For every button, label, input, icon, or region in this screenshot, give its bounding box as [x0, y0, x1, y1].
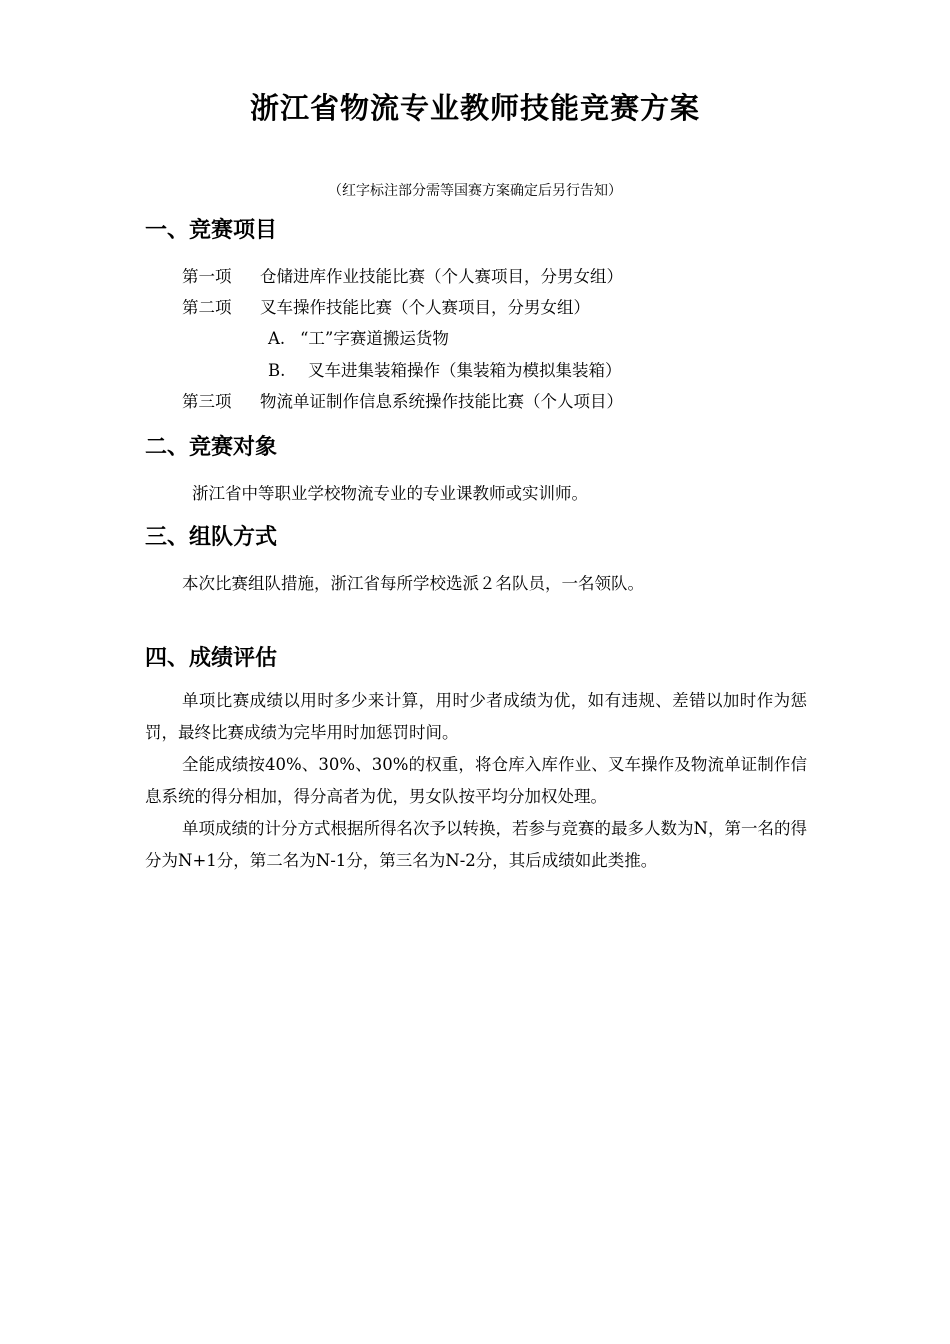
- item-text: 物流单证制作信息系统操作技能比赛（个人项目）: [260, 392, 623, 411]
- sub-item: [268, 325, 449, 349]
- score-paragraph: 单项比赛成绩以用时多少来计算，用时少者成绩为优，如有违规、差错以加时作为惩罚，最终比赛成绩为完毕用时加惩罚时间。: [145, 691, 807, 742]
- competition-item: [182, 263, 623, 287]
- sub-item: [268, 357, 622, 381]
- section-heading-team-formation: 三、组队方式: [145, 525, 278, 550]
- participants-text: 浙江省中等职业学校物流专业的专业课教师或实训师。: [192, 484, 588, 503]
- sub-item-text: “工”字赛道搬运货物: [300, 329, 449, 348]
- section-heading-participants: 二、竞赛对象: [145, 435, 278, 460]
- score-paragraph: 单项成绩的计分方式根据所得名次予以转换，若参与竞赛的最多人数为N，第一名的得分为N+1分，第二名为N-1分，第三名为N-2分，其后成绩如此类推。: [145, 819, 807, 870]
- sub-item-label: A.: [268, 329, 286, 348]
- item-text: 叉车操作技能比赛（个人赛项目，分男女组）: [260, 298, 590, 317]
- page-title: 浙江省物流专业教师技能竞赛方案: [249, 91, 700, 125]
- red-text-note: （红字标注部分需等国赛方案确定后另行告知）: [328, 183, 622, 199]
- competition-item: [182, 294, 590, 318]
- item-text: 仓储进库作业技能比赛（个人赛项目，分男女组）: [260, 267, 623, 286]
- sub-item-text: 叉车进集装箱操作（集装箱为模拟集装箱）: [308, 361, 622, 380]
- section-heading-competition-items: 一、竞赛项目: [145, 218, 278, 243]
- score-paragraph: 全能成绩按40%、30%、30%的权重，将仓库入库作业、叉车操作及物流单证制作信息系统的得分相加，得分高者为优，男女队按平均分加权处理。: [145, 755, 807, 806]
- item-number: 第三项: [182, 392, 232, 411]
- sub-item-label: B.: [268, 361, 286, 380]
- item-number: 第二项: [182, 298, 232, 317]
- team-formation-text: 本次比赛组队措施，浙江省每所学校选派２名队员，一名领队。: [182, 574, 644, 593]
- item-number: 第一项: [182, 267, 232, 286]
- section-heading-score-evaluation: 四、成绩评估: [145, 646, 278, 671]
- competition-item: [182, 388, 623, 412]
